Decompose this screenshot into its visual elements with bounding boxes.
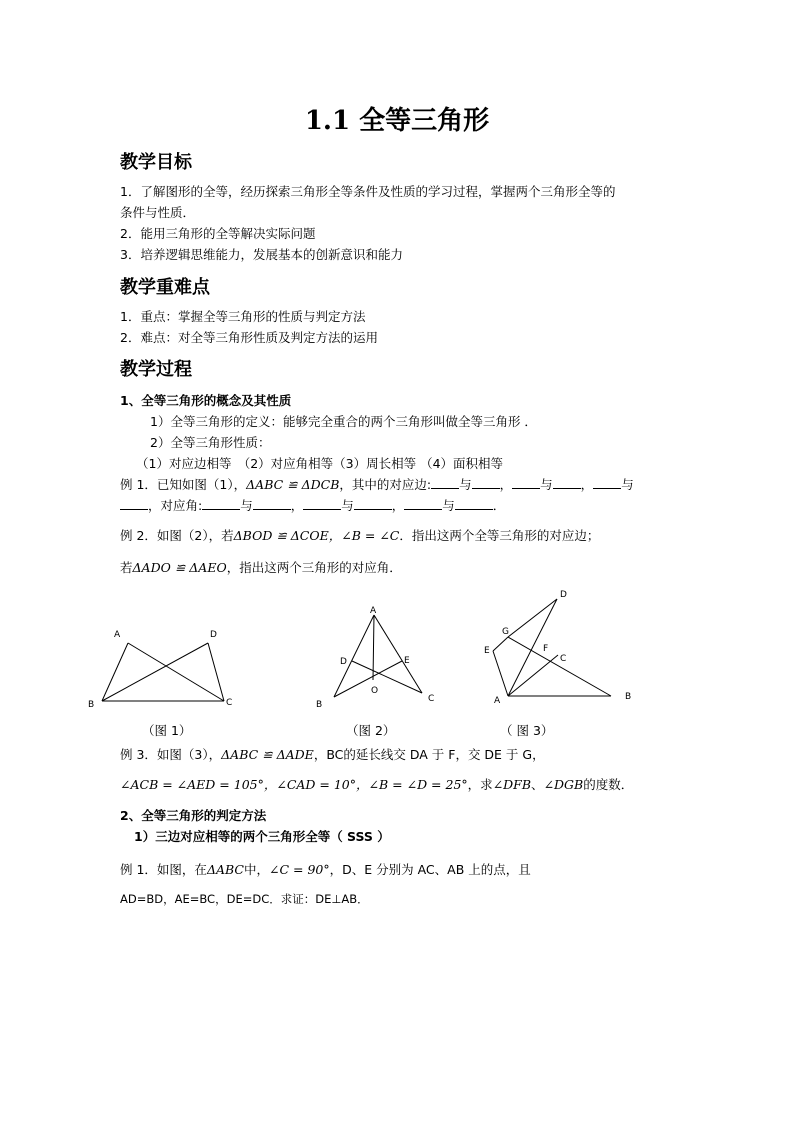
part2-example1-line1: 例 1．如图，在ΔABC中，∠C = 90°，D、E 分别为 AC、AB 上的点，且: [120, 862, 531, 877]
goal-line-2: 条件与性质．: [120, 205, 196, 220]
example3-line1: 例 3．如图（3），ΔABC ≌ ΔADE，BC的延长线交 DA 于 F，交 DE 于 G，: [120, 747, 545, 762]
example3-math: ΔABC ≌ ΔADE: [221, 747, 314, 762]
answer-blank[interactable]: [354, 497, 392, 510]
figure3-caption: （ 图 3）: [500, 723, 554, 738]
answer-blank[interactable]: [472, 476, 500, 489]
figure3-label-c: C: [560, 654, 567, 664]
page-title: 1.1 全等三角形: [304, 106, 490, 136]
example3-math4: ∠DGB: [543, 777, 584, 792]
part2-example1-math: ΔABC: [206, 862, 244, 877]
goal-line-3: 2．能用三角形的全等解决实际问题: [120, 226, 316, 241]
figure1-label-a: A: [114, 630, 121, 640]
figure3-label-g: G: [502, 627, 509, 637]
figure1-label-b: B: [88, 700, 95, 710]
figure3-label-b: B: [625, 692, 632, 702]
figure2-label-a: A: [370, 606, 377, 616]
property-heading: 2）全等三角形性质：: [150, 435, 271, 450]
figure2-caption: （图 2）: [346, 723, 396, 738]
example3-math3: ∠DFB: [492, 777, 532, 792]
answer-blank[interactable]: [553, 476, 581, 489]
answer-blank[interactable]: [120, 497, 148, 510]
figure1-label-d: D: [210, 630, 217, 640]
figures-row: [80, 585, 660, 745]
example3-math2: ∠ACB = ∠AED = 105°，∠CAD = 10°，∠B = ∠D = 25°: [120, 777, 468, 792]
figure2-label-d: D: [340, 657, 347, 667]
figure-3: [493, 599, 611, 696]
example1-line2: ，对应角: 与 ， 与 ， 与 ．: [120, 496, 505, 514]
section-heading-keypoints: 教学重难点: [120, 277, 210, 298]
example3-line2: ∠ACB = ∠AED = 105°，∠CAD = 10°，∠B = ∠D = 25°，求∠DFB、∠DGB的度数．: [120, 777, 634, 792]
figure2-label-o: O: [371, 686, 379, 696]
figure1-label-c: C: [226, 698, 233, 708]
figure3-label-e: E: [484, 646, 490, 656]
part2-example1-math2: ∠C = 90°: [269, 862, 330, 877]
property-list: （1）对应边相等 （2）对应角相等（3）周长相等 （4）面积相等: [136, 456, 504, 471]
example2-math: ΔBOD ≌ ΔCOE，∠B = ∠C: [233, 528, 400, 543]
figure3-label-f: F: [543, 644, 549, 654]
figure2-label-c: C: [428, 694, 435, 704]
figure3-label-d: D: [560, 590, 567, 600]
answer-blank[interactable]: [593, 476, 621, 489]
answer-blank[interactable]: [303, 497, 341, 510]
answer-blank[interactable]: [431, 476, 459, 489]
goal-line-4: 3．培养逻辑思维能力，发展基本的创新意识和能力: [120, 247, 403, 262]
example2-line1: 例 2．如图（2），若ΔBOD ≌ ΔCOE，∠B = ∠C．指出这两个全等三角形的对应边；: [120, 528, 600, 543]
figure2-label-b: B: [316, 700, 323, 710]
definition-line: 1）全等三角形的定义：能够完全重合的两个三角形叫做全等三角形 ．: [150, 414, 537, 429]
keypoint-line-2: 2．难点：对全等三角形性质及判定方法的运用: [120, 330, 378, 345]
part2-subheading: 1）三边对应相等的两个三角形全等（ SSS ）: [134, 829, 390, 844]
figure2-label-e: E: [404, 656, 410, 666]
keypoint-line-1: 1．重点：掌握全等三角形的性质与判定方法: [120, 309, 366, 324]
part1-heading: 1、全等三角形的概念及其性质: [120, 393, 292, 408]
example1-math: ΔABC ≌ ΔDCB: [246, 477, 340, 492]
figure-1: [102, 643, 224, 701]
part2-example1-line2: AD=BD，AE=BC，DE=DC．求证：DE⊥AB．: [120, 892, 369, 906]
section-heading-goals: 教学目标: [120, 152, 192, 173]
example2-math2: ΔADO ≌ ΔAEO: [132, 560, 227, 575]
figure3-label-a: A: [494, 696, 501, 706]
answer-blank[interactable]: [202, 497, 240, 510]
example1-line1: 例 1．已知如图（1），ΔABC ≌ ΔDCB，其中的对应边: 与 ， 与 ， 与: [120, 477, 634, 492]
answer-blank[interactable]: [512, 476, 540, 489]
answer-blank[interactable]: [455, 497, 493, 510]
figure1-caption: （图 1）: [142, 723, 192, 738]
example2-line2: 若ΔADO ≌ ΔAEO，指出这两个三角形的对应角．: [120, 560, 402, 575]
answer-blank[interactable]: [253, 497, 291, 510]
part2-heading: 2、全等三角形的判定方法: [120, 808, 267, 823]
answer-blank[interactable]: [404, 497, 442, 510]
section-heading-process: 教学过程: [120, 359, 192, 380]
goal-line-1: 1．了解图形的全等，经历探索三角形全等条件及性质的学习过程，掌握两个三角形全等的: [120, 184, 616, 199]
